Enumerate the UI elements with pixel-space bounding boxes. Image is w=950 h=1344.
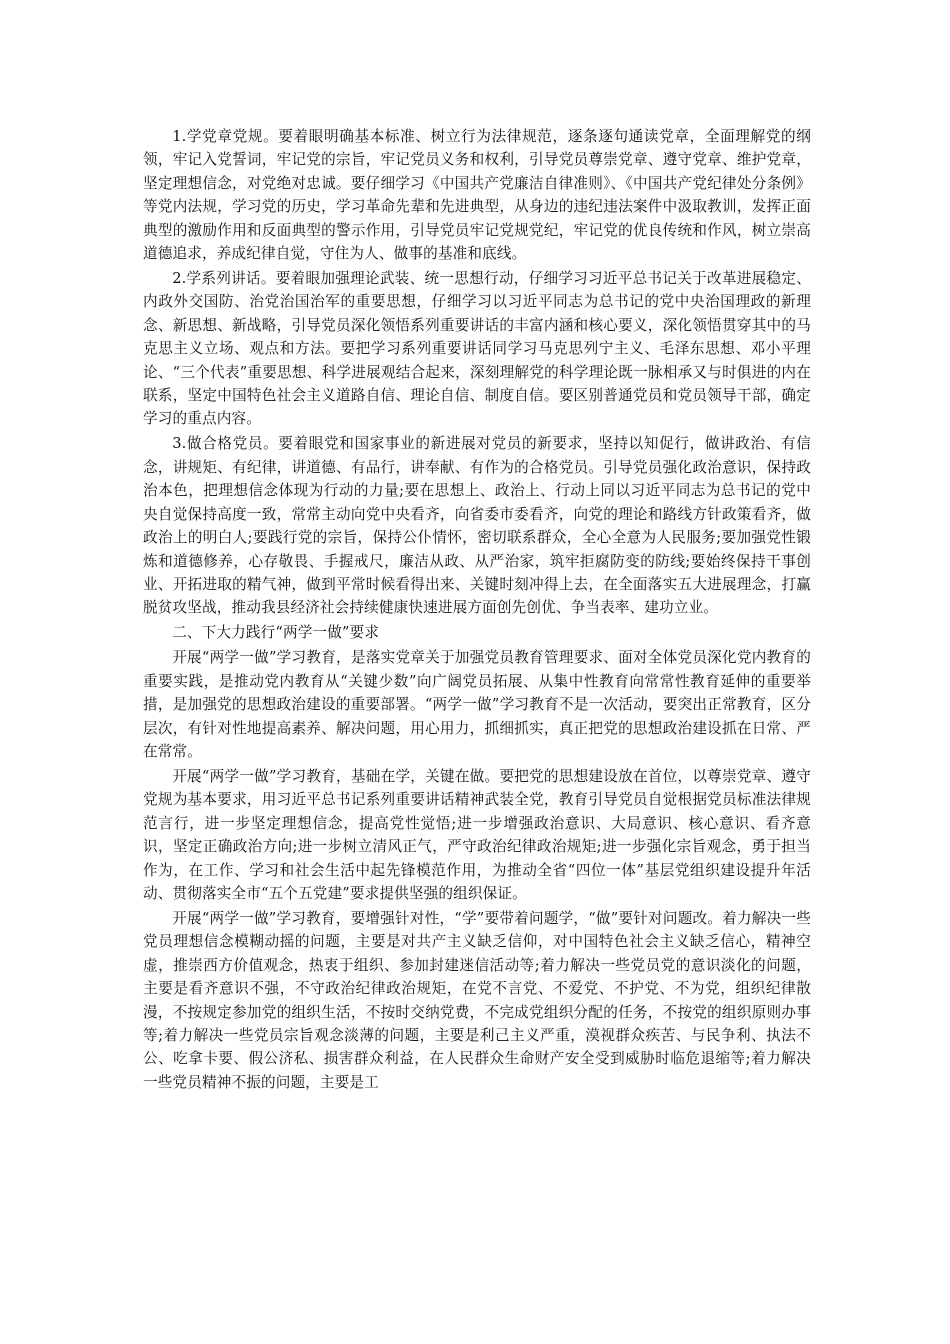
paragraph-education-practice: 开展“两学一做”学习教育，是落实党章关于加强党员教育管理要求、面对全体党员深化党内教育的重要实践，是推动党内教育从“关键少数”向广阔党员拓展、从集中性教育向常常性教育延伸的重要举措，是加强党的思想政治建设的重要部署。“两学一做”学习教育不是一次活动，要突出正常教育，区分层次，有针对性地提高素养、解决问题，用心用力，抓细抓实，真正把党的思想政治建设抓在日常、严在常常。 [143, 649, 811, 760]
paragraph-foundation-in-study: 开展“两学一做”学习教育，基础在学，关键在做。要把党的思想建设放在首位，以尊崇党章、遵守党规为基本要求，用习近平总书记系列重要讲话精神武装全党，教育引导党员自觉根据党员标准法律规范言行，进一步坚定理想信念，提高党性觉悟;进一步增强政治意识、大局意识、核心意识、看齐意识，坚定正确政治方向;进一步树立清风正气，严守政治纪律政治规矩;进一步强化宗旨观念，勇于担当作为，在工作、学习和社会生活中起先锋模范作用，为推动全省“四位一体”基层党组织建设提升年活动、贯彻落实全市“五个五党建”要求提供坚强的组织保证。 [143, 767, 811, 902]
section-heading-two: 二、下大力践行“两学一做”要求 [172, 624, 380, 642]
document-body [143, 125, 811, 1096]
paragraph-targeted-problems: 开展“两学一做”学习教育，要增强针对性，“学”要带着问题学，“做”要针对问题改。着力解决一些党员理想信念模糊动摇的问题，主要是对共产主义缺乏信仰，对中国特色社会主义缺乏信心，精神空虚，推崇西方价值观念，热衷于组织、参加封建迷信活动等;着力解决一些党员党的意识淡化的问题，主要是看齐意识不强，不守政治纪律政治规矩，在党不言党、不爱党、不护党、不为党，组织纪律散漫，不按规定参加党的组织生活，不按时交纳党费，不完成党组织分配的任务，不按党的组织原则办事等;着力解决一些党员宗旨观念淡薄的问题，主要是利己主义严重，漠视群众疾苦、与民争利、执法不公、吃拿卡要、假公济私、损害群众利益，在人民群众生命财产安全受到威胁时临危退缩等;着力解决一些党员精神不振的问题，主要是工 [143, 909, 811, 1091]
paragraph-study-party-constitution: 1.学党章党规。要着眼明确基本标准、树立行为法律规范，逐条逐句通读党章，全面理解党的纲领，牢记入党誓词，牢记党的宗旨，牢记党员义务和权利，引导党员尊崇党章、遵守党章、维护党章，坚定理想信念，对党绝对忠诚。要仔细学习《中国共产党廉洁自律准则》、《中国共产党纪律处分条例》等党内法规，学习党的历史，学习革命先辈和先进典型，从身边的违纪违法案件中汲取教训，发挥正面典型的激励作用和反面典型的警示作用，引导党员牢记党规党纪，牢记党的优良传统和作风，树立崇高道德追求，养成纪律自觉，守住为人、做事的基准和底线。 [143, 128, 811, 263]
paragraph-qualified-member: 3.做合格党员。要着眼党和国家事业的新进展对党员的新要求，坚持以知促行，做讲政治、有信念，讲规矩、有纪律，讲道德、有品行，讲奉献、有作为的合格党员。引导党员强化政治意识，保持政治本色，把理想信念体现为行动的力量;要在思想上、政治上、行动上同以习近平同志为总书记的党中央自觉保持高度一致，常常主动向党中央看齐，向省委市委看齐，向党的理论和路线方针政策看齐，做政治上的明白人;要践行党的宗旨，保持公仆情怀，密切联系群众，全心全意为人民服务;要加强党性锻炼和道德修养，心存敬畏、手握戒尺，廉洁从政、从严治家，筑牢拒腐防变的防线;要始终保持干事创业、开拓进取的精气神，做到平常时候看得出来、关键时刻冲得上去，在全面落实五大进展理念，打赢脱贫攻坚战，推动我县经济社会持续健康快速进展方面创先创优、争当表率、建功立业。 [143, 435, 811, 617]
paragraph-study-speeches: 2.学系列讲话。要着眼加强理论武装、统一思想行动，仔细学习习近平总书记关于改革进展稳定、内政外交国防、治党治国治军的重要思想，仔细学习以习近平同志为总书记的党中央治国理政的新理念、新思想、新战略，引导党员深化领悟系列重要讲话的丰富内涵和核心要义，深化领悟贯穿其中的马克思主义立场、观点和方法。要把学习系列重要讲话同学习马克思列宁主义、毛泽东思想、邓小平理论、“三个代表”重要思想、科学进展观结合起来，深刻理解党的科学理论既一脉相承又与时俱进的内在联系，坚定中国特色社会主义道路自信、理论自信、制度自信。要区别普通党员和党员领导干部，确定学习的重点内容。 [143, 270, 811, 428]
